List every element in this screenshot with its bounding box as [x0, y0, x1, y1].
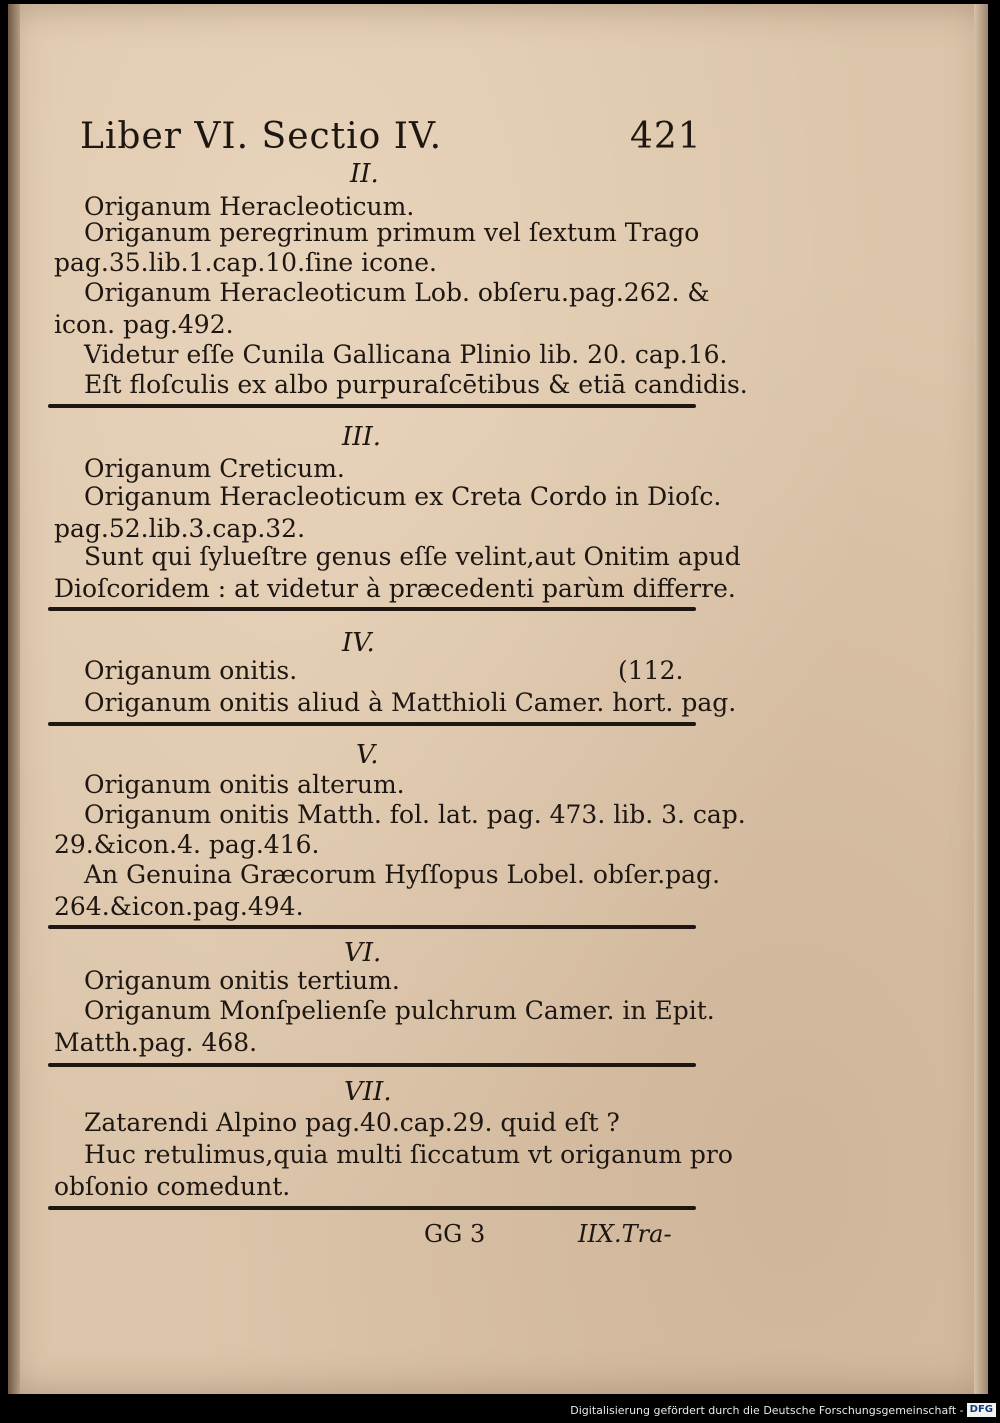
text-line: Dioſcoridem : at videtur à præcedenti parùm differre. [54, 574, 736, 603]
text-line: Origanum peregrinum primum vel ſextum Trago [84, 218, 700, 247]
section-rule [48, 925, 696, 929]
text-line: Origanum onitis Matth. fol. lat. pag. 473. lib. 3. cap. [84, 800, 746, 829]
section-numeral: III. [342, 422, 382, 452]
text-line: Origanum onitis tertium. [84, 966, 400, 995]
section-rule [48, 722, 696, 726]
text-line: Origanum onitis aliud à Matthioli Camer. hort. pag. [84, 688, 737, 717]
text-line: Origanum onitis. [84, 656, 298, 685]
page-edge [974, 4, 988, 1394]
book-page [8, 4, 988, 1394]
signature-mark: GG 3 [424, 1220, 486, 1248]
text-line: Origanum Monſpelienſe pulchrum Camer. in Epit. [84, 996, 715, 1025]
section-numeral: V. [356, 740, 379, 770]
section-rule [48, 607, 696, 611]
text-line: Huc retulimus,quia multi ſiccatum vt origanum pro [84, 1140, 733, 1169]
text-line: An Genuina Græcorum Hyſſopus Lobel. obſer.pag. [84, 860, 721, 889]
section-rule [48, 1063, 696, 1067]
catchword: IIX.Tra- [578, 1220, 672, 1248]
section-numeral: VII. [344, 1077, 392, 1107]
text-line: Origanum Heracleoticum ex Creta Cordo in Dioſc. [84, 482, 722, 511]
text-line: pag.35.lib.1.cap.10.ſine icone. [54, 248, 438, 277]
text-line: Origanum Creticum. [84, 454, 345, 483]
text-line: Origanum onitis alterum. [84, 770, 405, 799]
credit-text: Digitalisierung gefördert durch die Deutsche Forschungsgemeinschaft - [570, 1404, 964, 1417]
section-numeral: VI. [344, 938, 382, 968]
digitization-credit [570, 1403, 996, 1419]
text-line: pag.52.lib.3.cap.32. [54, 514, 306, 543]
text-line: icon. pag.492. [54, 310, 234, 339]
page-gutter [8, 4, 20, 1394]
text-line: Origanum Heracleoticum. [84, 192, 415, 221]
text-line: Eſt floſculis ex albo purpuraſcētibus & etiā candidis. [84, 370, 748, 399]
text-line: Sunt qui ſylueſtre genus eſſe velint,aut Onitim apud [84, 542, 741, 571]
section-rule [48, 404, 696, 408]
text-line: 264.&icon.pag.494. [54, 892, 304, 921]
section-numeral: II. [350, 159, 379, 189]
text-line: Matth.pag. 468. [54, 1028, 258, 1057]
dfg-logo: DFG [967, 1403, 996, 1417]
text-line: Origanum Heracleoticum Lob. obſeru.pag.262. & [84, 278, 710, 307]
text-line: obſonio comedunt. [54, 1172, 291, 1201]
running-head: Liber VI. Sectio IV. [80, 116, 443, 157]
text-line: 29.&icon.4. pag.416. [54, 830, 320, 859]
section-numeral: IV. [342, 628, 375, 658]
page-number: 421 [630, 116, 702, 157]
text-line: (112. [618, 656, 684, 685]
text-line: Videtur eſſe Cunila Gallicana Plinio lib. 20. cap.16. [84, 340, 728, 369]
text-line: Zatarendi Alpino pag.40.cap.29. quid eſt ? [84, 1108, 620, 1137]
section-rule [48, 1206, 696, 1210]
